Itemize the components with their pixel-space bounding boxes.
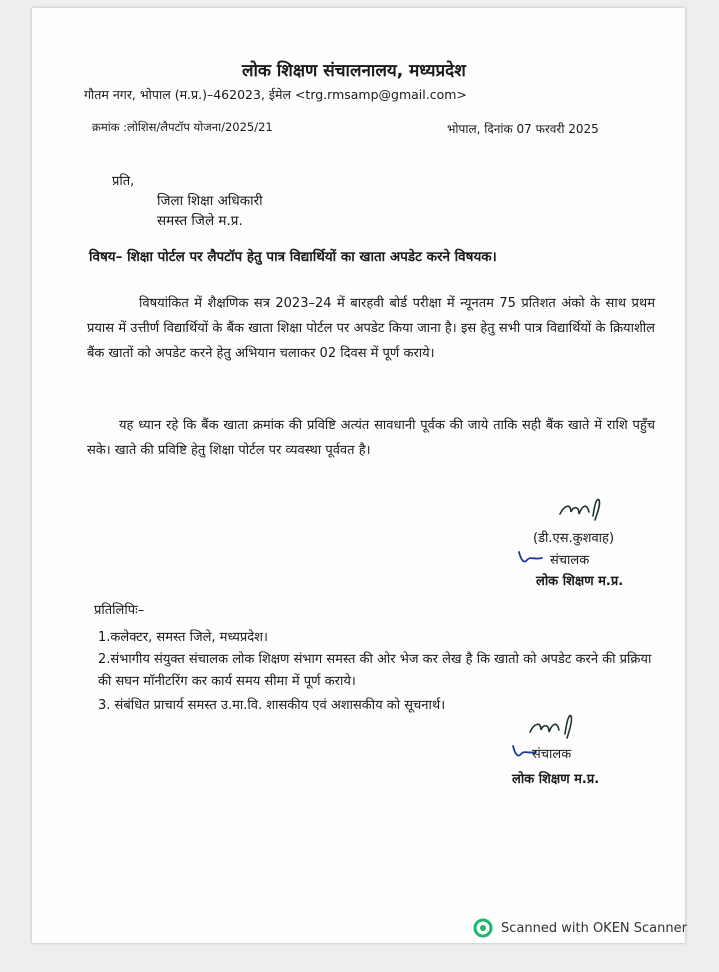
- signatory-name: (डी.एस.कुशवाह): [533, 531, 615, 546]
- letterhead-address: गौतम नगर, भोपाल (म.प्र.)–462023, ईमेल <trg.rmsamp@gmail.com>: [84, 87, 467, 102]
- scanner-watermark-text: Scanned with OKEN Scanner: [501, 920, 687, 936]
- recipient-prefix: प्रति,: [112, 174, 135, 189]
- signatory-office-2: लोक शिक्षण म.प्र.: [512, 772, 600, 787]
- oken-scanner-logo-icon: [473, 918, 493, 938]
- letterhead-department: लोक शिक्षण संचालनालय, मध्यप्रदेश: [242, 61, 466, 81]
- copy-item: 3. संबंधित प्राचार्य समस्त उ.मा.वि. शासकीय एवं अशासकीय को सूचनार्थ।: [98, 698, 446, 713]
- recipient-line-1: जिला शिक्षा अधिकारी: [157, 193, 263, 209]
- subject-line: विषय– शिक्षा पोर्टल पर लैपटॉप हेतु पात्र विद्यार्थियों का खाता अपडेट करने विषयक।: [89, 249, 497, 265]
- initial-mark-1: [516, 548, 546, 566]
- signatory-title: संचालक: [550, 553, 590, 568]
- copy-item: 2.संभागीय संयुक्त संचालक लोक शिक्षण संभाग समस्त की ओर भेज कर लेख है कि खातो को अपडेट करने की प्रक्रिया की सघन मॉनीटरिंग कर कार्य समय सीमा में पूर्ण कराये।: [98, 652, 652, 689]
- copy-heading: प्रतिलिपिः–: [94, 603, 145, 618]
- body-paragraph-2: यह ध्यान रहे कि बैंक खाता क्रमांक की प्रविष्टि अत्यंत सावधानी पूर्वक की जाये ताकि सही बैंक खाते में राशि पहुँच सके। खाते की प्रविष्टि हेतु शिक्षा पोर्टल पर व्यवस्था पूर्ववत है।: [87, 418, 655, 458]
- recipient-line-2: समस्त जिले म.प्र.: [157, 213, 243, 229]
- handwritten-signature-1: [557, 494, 607, 524]
- signatory-office: लोक शिक्षण म.प्र.: [536, 574, 624, 589]
- body-paragraph-1: विषयांकित में शैक्षणिक सत्र 2023–24 में बारहवी बोर्ड परीक्षा में न्यूनतम 75 प्रतिशत अंको के साथ प्रथम प्रयास में उत्तीर्ण विद्यार्थियों के बैंक खाता शिक्षा पोर्टल पर अपडेट किया जाना है। इस हेतु सभी पात्र विद्यार्थियों के क्रियाशील बैंक खातों को अपडेट करने हेतु अभियान चलाकर 02 दिवस में पूर्ण कराये।: [87, 296, 655, 361]
- scanner-watermark: [473, 918, 687, 938]
- copy-item: 1.कलेक्टर, समस्त जिले, मध्यप्रदेश।: [98, 630, 268, 645]
- letter-date: भोपाल, दिनांक 07 फरवरी 2025: [447, 122, 599, 136]
- reference-number: क्रमांक :लोशिस/लैपटॉप योजना/2025/21: [92, 120, 273, 134]
- signatory-title-2: संचालक: [532, 747, 572, 762]
- handwritten-signature-2: [527, 710, 582, 742]
- letter-page: [32, 8, 685, 943]
